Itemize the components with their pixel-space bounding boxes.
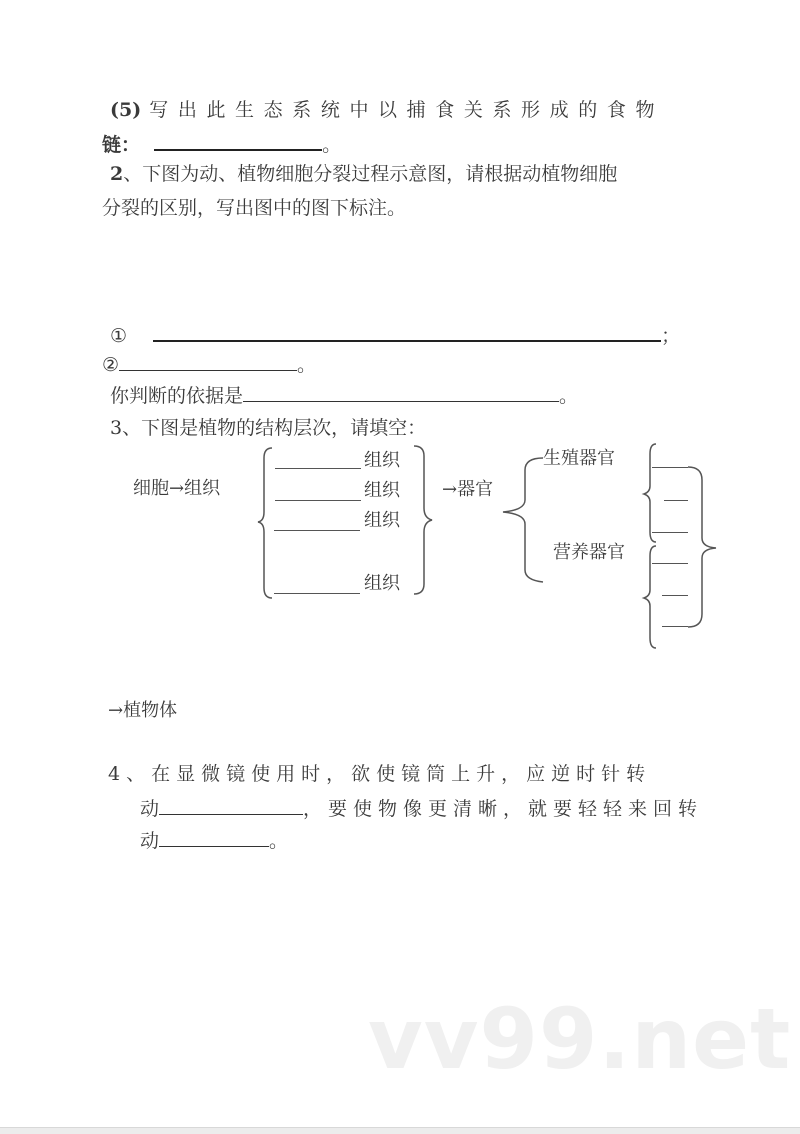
q2-item1-marker: ① [110, 325, 128, 347]
q4-line2 [140, 796, 703, 821]
q2-item2-suffix: 。 [297, 354, 317, 376]
tissues-right-brace [414, 444, 438, 604]
q1-part5-prefix: 链： [102, 134, 141, 156]
q4-line3 [140, 828, 288, 853]
q2-line1 [110, 162, 617, 186]
reproductive-organ-blank-2[interactable] [664, 500, 688, 501]
q1-part5-suffix: 。 [322, 134, 342, 156]
tissue-blank-4[interactable] [274, 593, 360, 594]
q2-item1-answer-blank[interactable] [153, 322, 661, 342]
q2-item2 [102, 352, 316, 377]
q4-line2-prefix: 动 [140, 798, 160, 820]
tissue-label-3: 组织 [364, 510, 400, 531]
q3-title [110, 416, 426, 440]
food-chain-answer-blank[interactable] [154, 131, 322, 151]
fine-focus-answer-blank[interactable] [159, 828, 269, 847]
diagram-start-label: 细胞→组织 [133, 478, 221, 499]
tissue-label-2: 组织 [364, 480, 400, 501]
tissue-blank-3[interactable] [274, 530, 360, 531]
reproductive-organ-blank-3[interactable] [652, 532, 688, 533]
tissue-label-4: 组织 [364, 573, 400, 594]
q2-item2-marker: ② [102, 354, 120, 376]
q2-item2-answer-blank[interactable] [119, 352, 297, 371]
vegetative-organ-blank-2[interactable] [662, 595, 688, 596]
organ-brace [503, 456, 543, 586]
q4-line1 [108, 762, 651, 786]
vegetative-organ-blank-3[interactable] [662, 626, 688, 627]
tissue-blank-1[interactable] [275, 468, 361, 469]
q4-line3-suffix: 。 [269, 830, 289, 852]
q2-text-line1: 、下图为动、植物细胞分裂过程示意图，请根据动植物细胞 [123, 163, 618, 185]
tissues-left-brace [258, 446, 278, 606]
vegetative-organ-blank-1[interactable] [652, 563, 688, 564]
q2-basis [110, 383, 578, 408]
q1-part5-text: 写出此生态系统中以捕食关系形成的食物 [149, 99, 665, 121]
tissue-blank-2[interactable] [275, 500, 361, 501]
q4-line3-prefix: 动 [140, 830, 160, 852]
q2-text-line2: 分裂的区别，写出图中的图下标注。 [102, 197, 407, 219]
q2-basis-answer-blank[interactable] [243, 383, 559, 402]
coarse-focus-answer-blank[interactable] [159, 796, 303, 815]
plant-body-label: →植物体 [108, 700, 178, 721]
q2-item1-suffix: ； [661, 325, 681, 347]
reproductive-organ-blank-1[interactable] [652, 467, 688, 468]
watermark: vv99.net [368, 990, 792, 1088]
tissue-label-1: 组织 [364, 450, 400, 471]
reproductive-organ-label: 生殖器官 [543, 448, 615, 469]
vegetative-organs-brace [642, 544, 662, 654]
q1-part5-line1 [110, 98, 664, 122]
q3-title-text: 3、下图是植物的结构层次，请填空： [110, 417, 427, 439]
organs-right-brace [686, 466, 730, 636]
q2-item1 [110, 322, 680, 348]
q2-number: 2 [110, 163, 124, 185]
organ-label: →器官 [442, 479, 494, 500]
q2-basis-prefix: 你判断的依据是 [110, 385, 244, 407]
q2-basis-suffix: 。 [559, 385, 579, 407]
q1-part5-line2 [102, 131, 341, 157]
q2-line2 [102, 196, 406, 220]
q4-line2-text: ，要使物像更清晰，就要轻轻来回转 [303, 798, 704, 820]
q4-text-line1: 4、在显微镜使用时，欲使镜筒上升，应逆时针转 [108, 763, 652, 785]
q1-part5-label: (5) [110, 99, 142, 121]
reproductive-organs-brace [642, 442, 662, 546]
vegetative-organ-label: 营养器官 [553, 542, 625, 563]
